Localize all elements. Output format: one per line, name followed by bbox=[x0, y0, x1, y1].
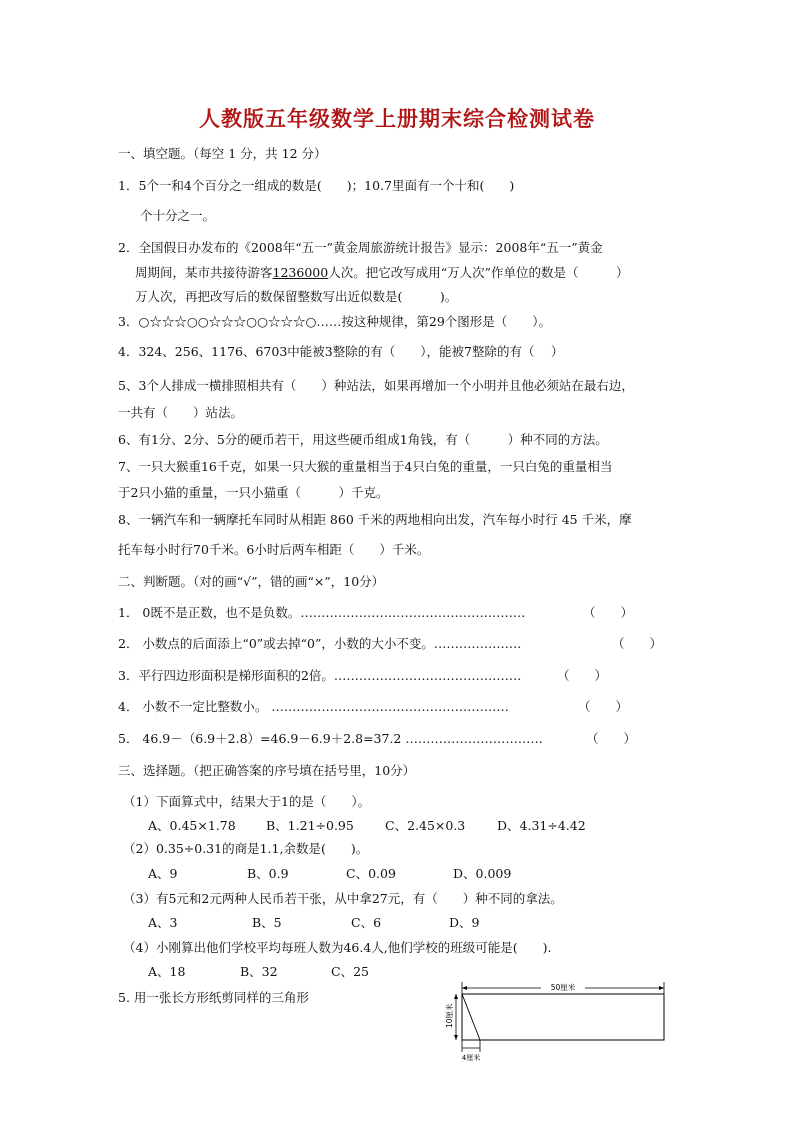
fill-q5-line1: 5、3个人排成一横排照相共有（ ）种站法，如果再增加一个小明并且他必须站在最右边， bbox=[118, 378, 634, 393]
fill-q7-line1: 7、一只大猴重16千克，如果一只大猴的重量相当于4只白兔的重量，一只白兔的重量相当 bbox=[118, 459, 613, 474]
judge-answer-paren-4: （ ） bbox=[578, 699, 629, 714]
choice-q3-option-c: C、6 bbox=[351, 915, 382, 930]
choice-q5: 5. 用一张长方形纸剪同样的三角形 bbox=[118, 990, 309, 1005]
section1-header: 一、填空题。（每空 1 分，共 12 分） bbox=[118, 146, 327, 161]
choice-q2-option-a: A、9 bbox=[148, 866, 178, 881]
exam-title: 人教版五年级数学上册期末综合检测试卷 bbox=[199, 107, 595, 131]
fill-q6: 6、有1分、2分、5分的硬币若干，用这些硬币组成1角钱，有（ ）种不同的方法。 bbox=[118, 432, 608, 447]
choice-q1-option-a: A、0.45×1.78 bbox=[148, 818, 236, 833]
choice-q1-option-d: D、4.31÷4.42 bbox=[497, 818, 586, 833]
judge-answer-paren-5: （ ） bbox=[586, 731, 637, 746]
choice-q4-option-a: A、18 bbox=[148, 964, 186, 979]
choice-q2-option-b: B、0.9 bbox=[247, 866, 289, 881]
fill-q2-line2 bbox=[135, 265, 628, 281]
fill-q5-line2: 一共有（ ）站法。 bbox=[118, 405, 244, 420]
choice-q3-option-b: B、5 bbox=[252, 915, 282, 930]
judge-item-1: 1． 0既不是正数，也不是负数。……………………………………………… bbox=[118, 605, 526, 620]
choice-q2-option-d: D、0.009 bbox=[453, 866, 512, 881]
q2-text-pre: 周期间，某市共接待游客 bbox=[135, 265, 273, 280]
fill-q1-line1: 1．5个一和4个百分之一组成的数是( )；10.7里面有一个十和( ) bbox=[118, 178, 515, 193]
choice-q4: （4）小刚算出他们学校平均每班人数为46.4人,他们学校的班级可能是( ). bbox=[123, 940, 552, 955]
top-length-label: 50厘米 bbox=[550, 983, 576, 992]
fill-q7-line2: 于2只小猫的重量，一只小猫重（ ）千克。 bbox=[118, 485, 389, 500]
choice-q2-option-c: C、0.09 bbox=[346, 866, 396, 881]
choice-q1: （1）下面算式中，结果大于1的是（ ）。 bbox=[123, 794, 371, 809]
judge-answer-paren-3: （ ） bbox=[557, 668, 608, 683]
judge-item-3: 3．平行四边形面积是梯形面积的2倍。……………………………………… bbox=[118, 668, 522, 683]
choice-q4-option-b: B、32 bbox=[240, 964, 278, 979]
judge-answer-paren-1: （ ） bbox=[583, 605, 634, 620]
bottom-length-label: 4厘米 bbox=[461, 1054, 481, 1062]
fill-q1-line2: 个十分之一。 bbox=[140, 208, 216, 223]
judge-item-4: 4． 小数不一定比整数小。 ………………………………………………… bbox=[118, 699, 509, 714]
choice-q1-option-b: B、1.21÷0.95 bbox=[266, 818, 354, 833]
choice-q2: （2）0.35÷0.31的商是1.1,余数是( )。 bbox=[123, 841, 369, 856]
fill-q8-line1: 8、一辆汽车和一辆摩托车同时从相距 860 千米的两地相向出发，汽车每小时行 45 千米，摩 bbox=[118, 512, 632, 527]
left-length-label: 10厘米 bbox=[445, 1003, 454, 1028]
choice-q1-option-c: C、2.45×0.3 bbox=[385, 818, 466, 833]
rectangle-triangle-figure bbox=[436, 976, 666, 1064]
section2-header: 二、判断题。（对的画“√”，错的画“×”，10分） bbox=[118, 574, 385, 589]
triangle-cut-line bbox=[462, 994, 480, 1040]
q2-text-post: 人次。把它改写成用“万人次”作单位的数是（ ） bbox=[328, 265, 629, 280]
choice-q3-option-a: A、3 bbox=[148, 915, 178, 930]
choice-q3: （3）有5元和2元两种人民币若干张，从中拿27元，有（ ）种不同的拿法。 bbox=[123, 891, 563, 906]
fill-q8-line2: 托车每小时行70千米。6小时后两车相距（ ）千米。 bbox=[118, 542, 430, 557]
section3-header: 三、选择题。（把正确答案的序号填在括号里，10分） bbox=[118, 763, 416, 778]
q2-underlined-number: 1236000 bbox=[272, 265, 329, 280]
choice-q4-option-c: C、25 bbox=[331, 964, 369, 979]
judge-item-5: 5． 46.9－（6.9＋2.8）=46.9－6.9＋2.8=37.2 …………………………… bbox=[118, 731, 543, 746]
fill-q2-line1: 2．全国假日办发布的《2008年“五一”黄金周旅游统计报告》显示：2008年“五一”黄金 bbox=[118, 240, 603, 255]
choice-q3-option-d: D、9 bbox=[449, 915, 480, 930]
fill-q4: 4．324、256、1176、6703中能被3整除的有（ ），能被7整除的有（ ） bbox=[118, 344, 564, 359]
fill-q3: 3．○☆☆☆○○☆☆☆○○☆☆☆○……按这种规律，第29个图形是（ ）。 bbox=[118, 314, 552, 329]
judge-item-2: 2． 小数点的后面添上“0”或去掉“0”，小数的大小不变。………………… bbox=[118, 636, 522, 651]
fill-q2-line3: 万人次，再把改写后的数保留整数写出近似数是( )。 bbox=[135, 289, 458, 304]
judge-answer-paren-2: （ ） bbox=[612, 636, 663, 651]
rectangle-shape bbox=[462, 994, 664, 1040]
